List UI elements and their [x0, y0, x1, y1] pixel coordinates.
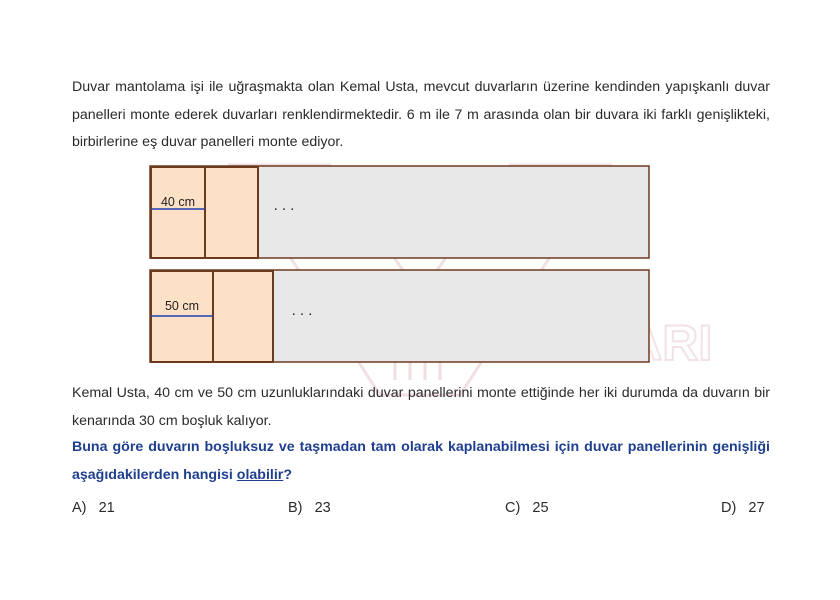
option-b[interactable]: [288, 500, 331, 516]
option-b-value: 23: [314, 500, 331, 516]
option-c-value: 25: [532, 500, 549, 516]
question-prompt-emphasis: olabilir: [236, 466, 284, 483]
option-c-letter: C): [505, 500, 521, 516]
wall-1-panel-1: [151, 167, 205, 258]
question-prompt-main: Buna göre duvarın boşluksuz ve taşmadan tam olarak kaplanabilmesi için duvar panellerinin genişliği aşağıdakilerden hangisi: [72, 439, 770, 483]
option-d-value: 27: [748, 500, 765, 516]
wall-2-ellipsis: . . .: [291, 302, 313, 319]
option-a[interactable]: [72, 500, 115, 516]
option-d-letter: D): [721, 500, 737, 516]
question-intro: Duvar mantolama işi ile uğraşmakta olan Kemal Usta, mevcut duvarların üzerine kendinden yapışkanlı duvar panelleri monte ederek duvarları renklendirmektedir. 6 m ile 7 m arasında olan bir duvara iki farklı genişlikteki, birbirlerine eş duvar panelleri monte ediyor.: [72, 79, 770, 150]
question-condition: Kemal Usta, 40 cm ve 50 cm uzunluklarındaki duvar panellerini monte ettiğinde her iki durumda da duvarın bir kenarında 30 cm boşluk kalıyor.: [72, 385, 770, 429]
question-prompt: [72, 434, 770, 489]
wall-2-panel-2: [213, 271, 273, 362]
option-c[interactable]: [505, 500, 549, 516]
option-a-value: 21: [98, 500, 115, 516]
option-b-letter: B): [288, 500, 303, 516]
wall-1-ellipsis: . . .: [273, 197, 295, 214]
wall-1-width-label: 40 cm: [160, 195, 196, 209]
option-a-letter: A): [72, 500, 87, 516]
wall-1-panel-2: [205, 167, 258, 258]
wall-2-width-label: 50 cm: [164, 299, 200, 313]
question-prompt-end: ?: [283, 466, 292, 483]
option-d[interactable]: [721, 500, 765, 516]
